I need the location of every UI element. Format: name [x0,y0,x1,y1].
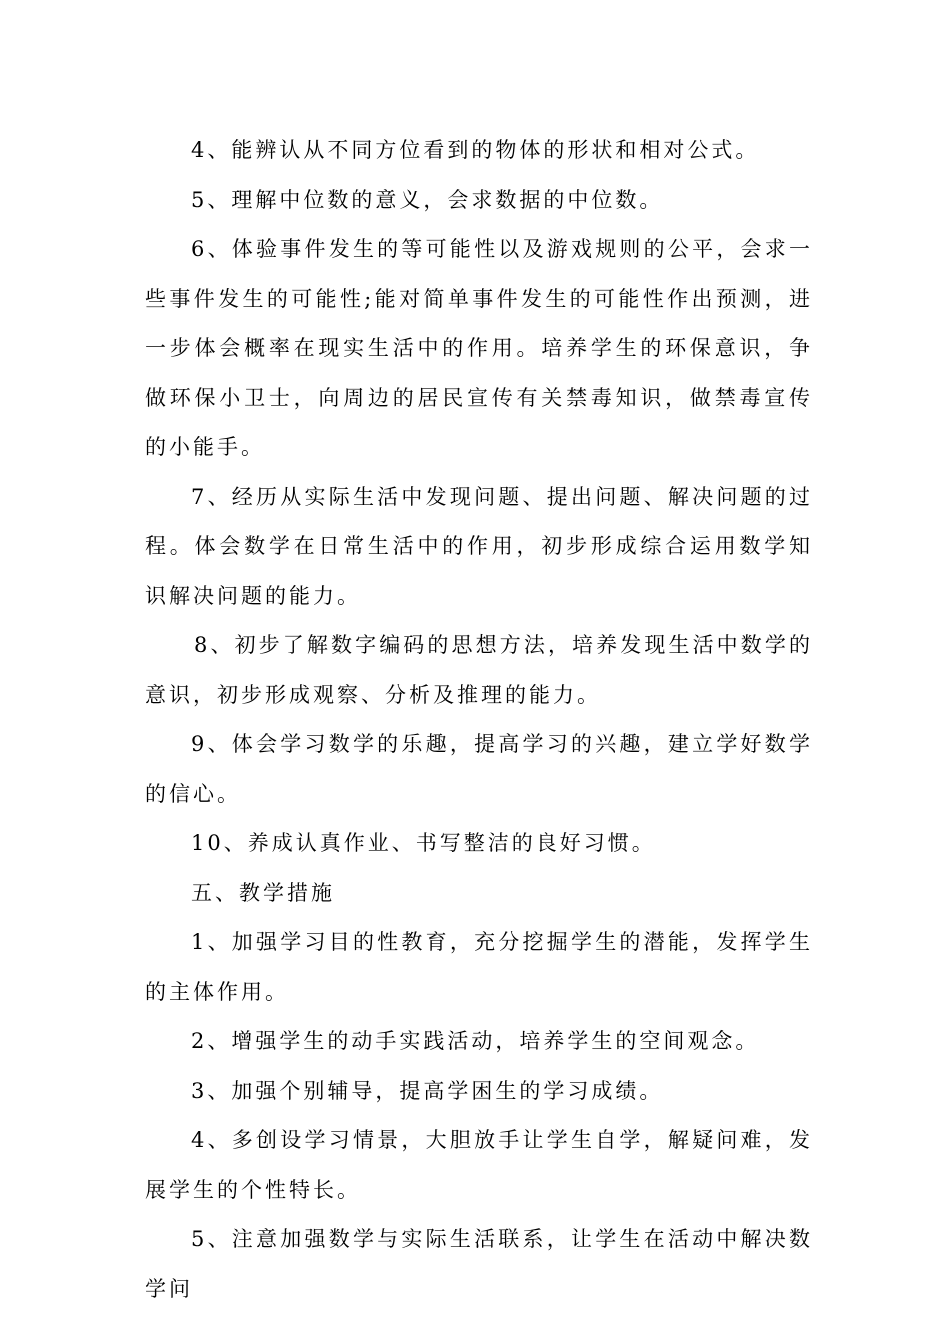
section-heading-teaching-measures: 五、教学措施 [191,880,335,905]
paragraph-goal-7: 7、经历从实际生活中发现问题、提出问题、解决问题的过程。体会数学在日常生活中的作用，初步形成综合运用数学知识解决问题的能力。 [145,484,813,608]
paragraph-goal-5: 5、理解中位数的意义，会求数据的中位数。 [191,187,664,212]
paragraph-goal-10: 10、养成认真作业、书写整洁的良好习惯。 [191,831,656,855]
paragraph-goal-4: 4、能辨认从不同方位看到的物体的形状和相对公式。 [191,138,760,162]
paragraph-measure-4: 4、多创设学习情景，大胆放手让学生自学，解疑问难，发展学生的个性特长。 [145,1128,813,1202]
paragraph-measure-5: 5、注意加强数学与实际生活联系，让学生在活动中解决数学问 [145,1227,813,1301]
paragraph-measure-2: 2、增强学生的动手实践活动，培养学生的空间观念。 [191,1029,760,1053]
paragraph-goal-6: 6、体验事件发生的等可能性以及游戏规则的公平，会求一些事件发生的可能性;能对简单事件发生的可能性作出预测，进一步体会概率在现实生活中的作用。培养学生的环保意识，争做环保小卫士，向周边的居民宣传有关禁毒知识，做禁毒宣传的小能手。 [145,237,813,459]
paragraph-measure-1: 1、加强学习目的性教育，充分挖掘学生的潜能，发挥学生的主体作用。 [145,930,813,1004]
paragraph-measure-3: 3、加强个别辅导，提高学困生的学习成绩。 [191,1078,664,1103]
document-body [145,126,813,1314]
paragraph-goal-9: 9、体会学习数学的乐趣，提高学习的兴趣，建立学好数学的信心。 [145,732,813,806]
paragraph-goal-8: 8、初步了解数字编码的思想方法，培养发现生活中数学的意识，初步形成观察、分析及推理的能力。 [145,633,813,707]
